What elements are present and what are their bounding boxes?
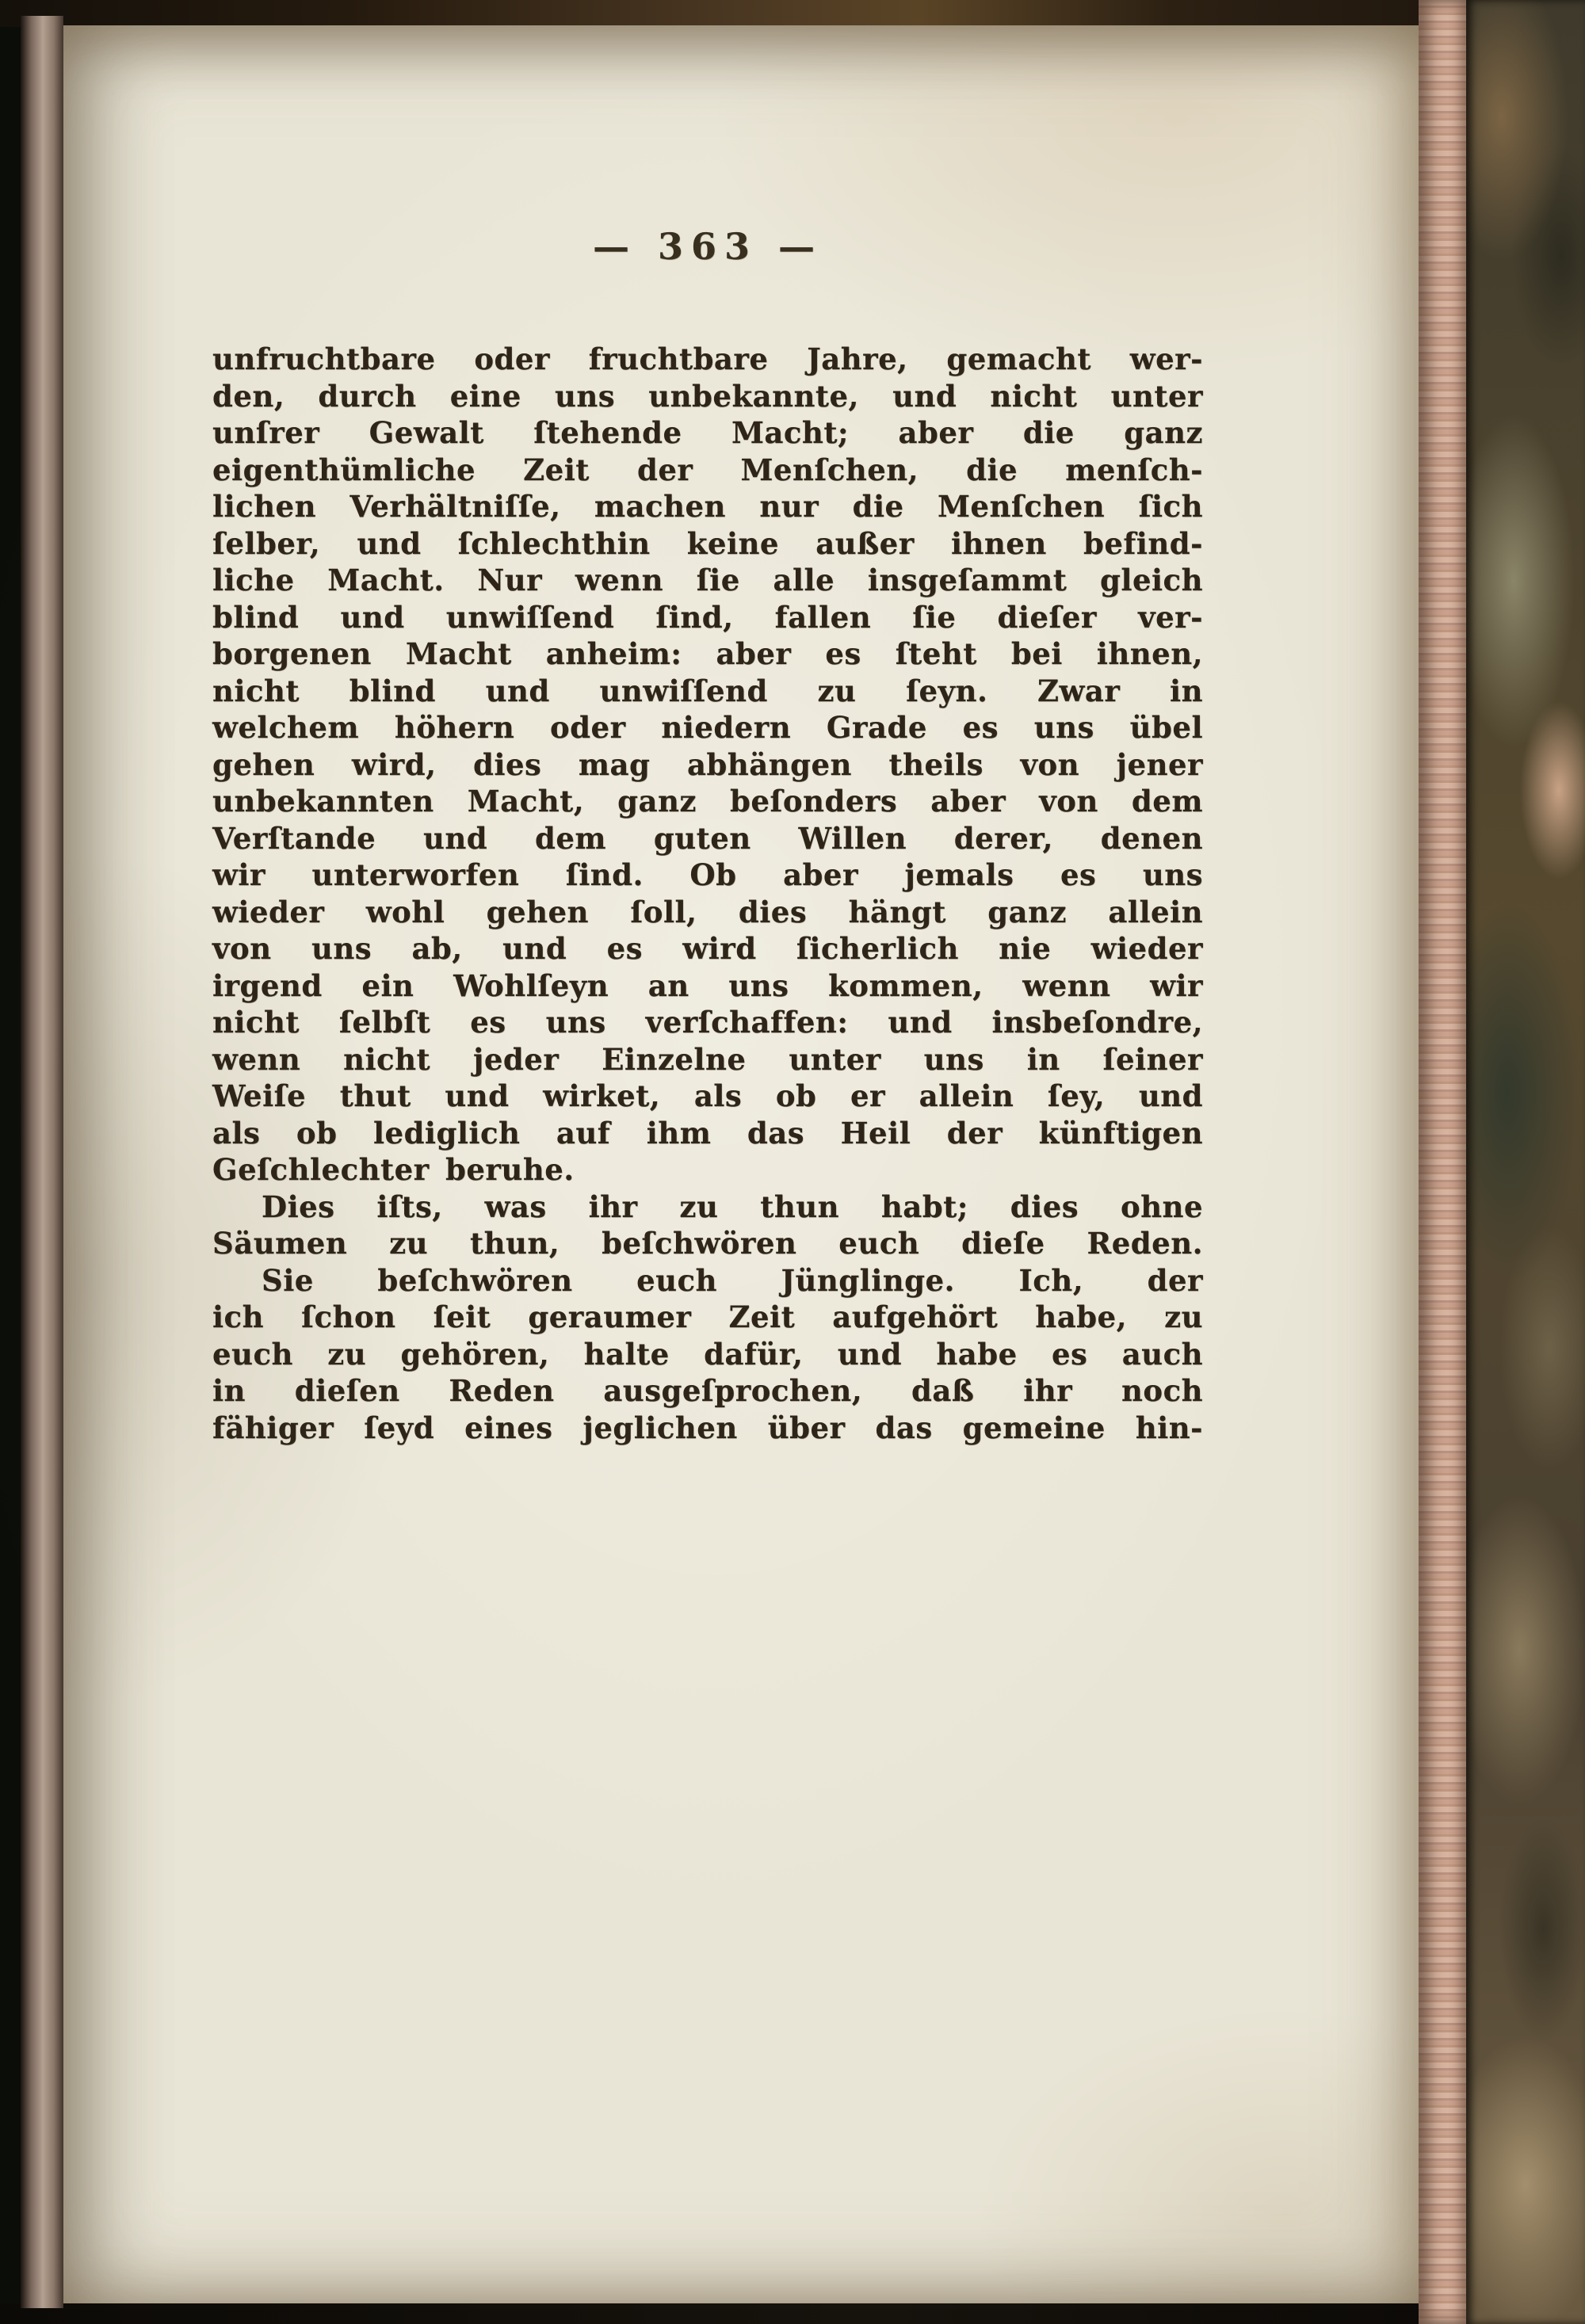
text-line: Sie beſchwören euch Jünglinge. Ich, der [262, 1262, 1203, 1298]
text-line: wenn nicht jeder Einzelne unter uns in ſeiner [212, 1041, 1203, 1077]
text-line: wir unterworfen ſind. Ob aber jemals es uns [212, 857, 1203, 892]
text-line: ſelber, und ſchlechthin keine außer ihnen befind- [212, 525, 1203, 561]
text-line: Weiſe thut und wirket, als ob er allein ſey, und [212, 1078, 1203, 1113]
text-line: Geſchlechter beruhe. [212, 1152, 575, 1187]
text-line: irgend ein Wohlſeyn an uns kommen, wenn wir [212, 967, 1203, 1003]
text-line: liche Macht. Nur wenn ſie alle insgeſammt gleich [212, 563, 1203, 597]
text-line: eigenthümliche Zeit der Menſchen, die menſch- [212, 452, 1203, 487]
text-line: euch zu gehören, halte dafür, und habe es auch [212, 1336, 1203, 1372]
text-line: Dies iſts, was ihr zu thun habt; dies ohne [262, 1189, 1203, 1224]
text-block [212, 341, 1203, 1446]
facing-page-edge [21, 16, 63, 2308]
text-line: unbekannten Macht, ganz beſonders aber von dem [212, 784, 1203, 819]
text-line: als ob lediglich auf ihm das Heil der künftigen [212, 1115, 1203, 1151]
text-line: unſrer Gewalt ſtehende Macht; aber die ganz [212, 415, 1203, 450]
marbled-endpaper [1466, 0, 1585, 2324]
fore-edge-pages [1419, 0, 1468, 2324]
text-line: in dieſen Reden ausgeſprochen, daß ihr noch [212, 1373, 1203, 1408]
text-line: Säumen zu thun, beſchwören euch dieſe Reden. [212, 1226, 1203, 1261]
page-number: — 363 — [592, 225, 823, 268]
text-line: welchem höhern oder niedern Grade es uns übel [212, 710, 1203, 745]
text-line: Verſtande und dem guten Willen derer, denen [212, 820, 1203, 856]
cover-bottom-edge [0, 2303, 1585, 2324]
cover-top-edge [0, 0, 1585, 27]
text-line: nicht ſelbſt es uns verſchaffen: und insbeſondre, [212, 1005, 1203, 1040]
text-line: gehen wird, dies mag abhängen theils von jener [212, 746, 1203, 782]
text-line: lichen Verhältniſſe, machen nur die Menſchen ſich [212, 489, 1203, 524]
text-line: ich ſchon ſeit geraumer Zeit aufgehört habe, zu [212, 1299, 1203, 1334]
book-page [63, 25, 1420, 2303]
text-line: borgenen Macht anheim: aber es ſteht bei ihnen, [212, 636, 1203, 671]
text-line: unfruchtbare oder fruchtbare Jahre, gemacht wer- [212, 342, 1203, 376]
text-line: blind und unwiſſend ſind, fallen ſie dieſer ver- [212, 599, 1203, 635]
text-line: den, durch eine uns unbekannte, und nicht unter [212, 378, 1203, 414]
text-line: wieder wohl gehen ſoll, dies hängt ganz allein [212, 894, 1203, 929]
text-line: von uns ab, und es wird ſicherlich nie wieder [212, 931, 1203, 966]
text-line: fähiger ſeyd eines jeglichen über das gemeine hin- [212, 1410, 1203, 1445]
text-line: nicht blind und unwiſſend zu ſeyn. Zwar in [212, 673, 1203, 708]
